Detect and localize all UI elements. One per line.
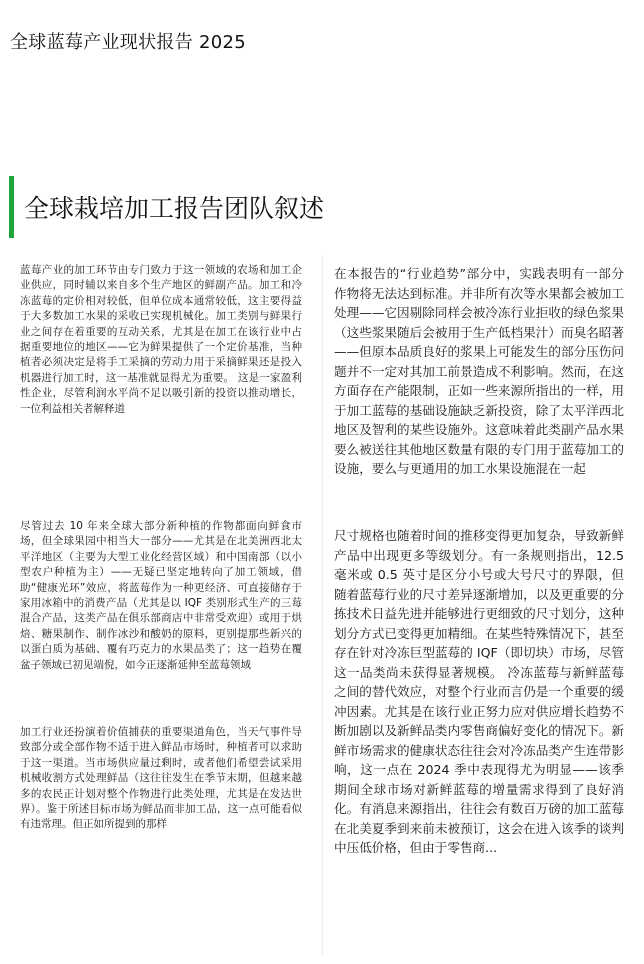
- paragraph: 在本报告的“行业趋势”部分中，实践表明有一部分作物将无法达到标准。并非所有次等水果都会被加工处理——它因剔除同样会被冷冻行业拒收的绿色浆果（这些浆果随后会被用于生产低档果汁）而臭名昭著——但原本品质良好的浆果上可能发生的部分压伤问题并不一定对其加工前景造成不利影响。然而，在这方面存在产能限制，正如一些来源所指出的一样，用于加工蓝莓的基础设施缺乏新投资，除了太平洋西北地区及智利的某些设施外。这意味着此类副产品水果要么被送往其他地区数量有限的专门用于蓝莓加工的设施，要么与更通用的加工水果设施混在一起: [334, 266, 624, 476]
- report-title: 全球蓝莓产业现状报告 2025: [10, 32, 247, 53]
- paragraph: 尺寸规格也随着时间的推移变得更加复杂，导致新鲜产品中出现更多等级划分。有一条规则指出，12.5毫米或 0.5 英寸是区分小号或大号尺寸的界限，但随着蓝莓行业的尺寸差异逐渐增加，以及更重要的分拣技术日益先进并能够进行更细致的尺寸划分，这种划分方式已变得更加精细。在某些特殊情况下，甚至存在针对冷冻巨型蓝莓的 IQF（即切块）市场，尽管这一品类尚未获得显著规模。 冷冻蓝莓与新鲜蓝莓之间的替代效应，对整个行业而言仍是一个重要的缓冲因素。尤其是在该行业正努力应对供应增长趋势不断加剧以及新鲜品类内零售商偏好变化的情况下。新鲜市场需求的健康状态往往会对冷冻品类产生连带影响，这一点在 2024 季中表现得尤为明显——该季期间全球市场对新鲜蓝莓的增量需求得到了良好消化。有消息来源指出，往往会有数百万磅的加工蓝莓在北美夏季到来前未被预订，这会在进入该季的谈判中压低价格，但由于零售商...: [334, 528, 624, 855]
- section-heading: [9, 176, 324, 238]
- paragraph: 加工行业还扮演着价值捕获的重要渠道角色，当天气事件导致部分或全部作物不适于进入鲜品市场时，种植者可以求助于这一渠道。当市场供应量过剩时，或者他们希望尝试采用机械收割方式处理鲜品（这往往发生在季节末期，但越来越多的农民正计划对整个作物进行此类处理，尤其是在发达世界）。鉴于所述目标市场为鲜品而非加工品，这一点可能看似有违常理。但正如所提到的那样: [20, 726, 302, 831]
- paragraph: 尽管过去 10 年来全球大部分新种植的作物都面向鲜食市场，但全球果园中相当大一部分——尤其是在北美洲西北太平洋地区（主要为大型工业化经营区域）和中国南部（以小型农户种植为主）——无疑已坚定地转向了加工领域，借助“健康光环”效应，将蓝莓作为一种更经济、可直接储存于家用冰箱中的消费产品（尤其是以 IQF 类别形式生产的三莓混合产品，这类产品在俱乐部商店中非常受欢迎）或用于烘焙、糖果制作、制作冰沙和酸奶的原料，更别提那些新兴的以蛋白质为基础、覆有巧克力的水果品类了；这一趋势在覆盆子领域已初见端倪，如今正逐渐延伸至蓝莓领域: [20, 520, 302, 671]
- column-divider: [322, 255, 323, 955]
- paragraph: 蓝莓产业的加工环节由专门致力于这一领域的农场和加工企业供应，同时辅以来自多个生产地区的鲜副产品。加工和冷冻蓝莓的定价相对较低，但单位成本通常较低，这主要得益于大多数加工水果的采收已实现机械化。加工类别与鲜果行业之间存在着重要的互动关系，尤其是在加工在该行业中占据重要地位的地区——它为鲜果提供了一个定价基准，当种植者必须决定是将手工采摘的劳动力用于采摘鲜果还是投入机器进行加工时，这一基准就显得尤为重要。 这是一家盈利性企业，尽管利润水平尚不足以吸引新的投资以推动增长，一位利益相关者解释道: [20, 264, 302, 415]
- section-heading-text: 全球栽培加工报告团队叙述: [24, 194, 325, 223]
